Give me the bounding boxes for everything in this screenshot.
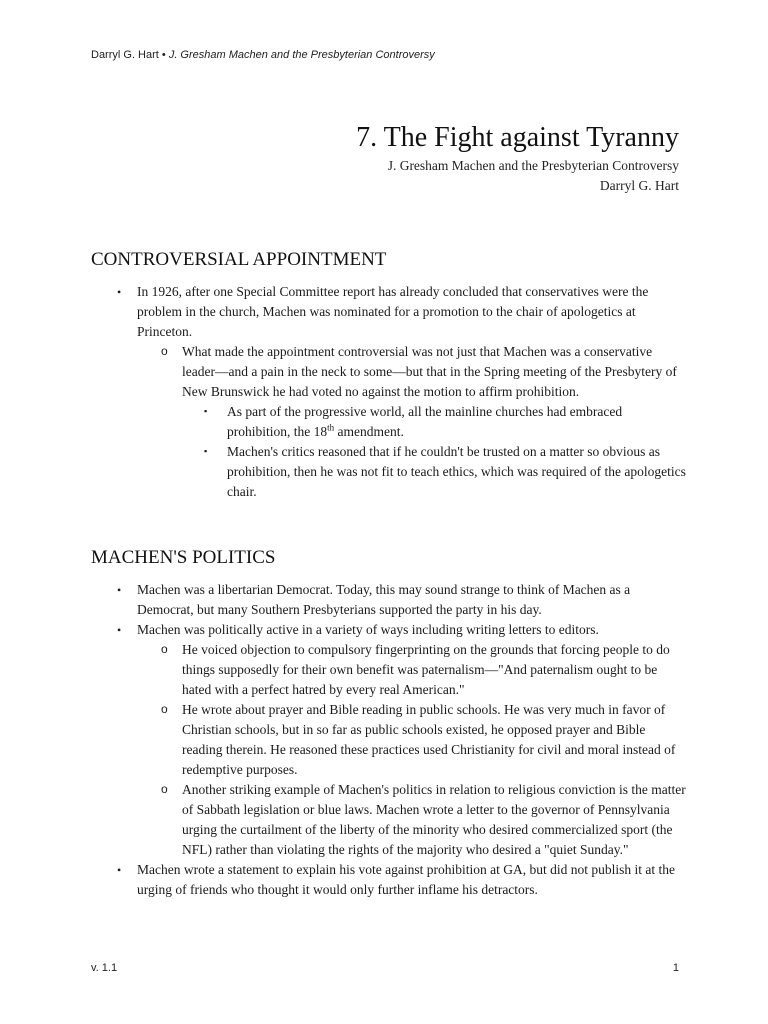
list-item	[91, 620, 686, 640]
bullet-icon: •	[117, 285, 122, 299]
list-item	[91, 700, 686, 780]
section-controversial-appointment	[91, 248, 686, 502]
bullet-list	[91, 580, 686, 900]
list-item-text: Machen wrote a statement to explain his vote against prohibition at GA, but did not publish it at the urging of friends who thought it would only further inflame his detractors.	[137, 862, 676, 897]
list-item-text: Machen was a libertarian Democrat. Today, this may sound strange to think of Machen as a Democrat, but many Southern Presbyterians supported the party in his day.	[137, 582, 631, 617]
circle-bullet-icon: o	[161, 702, 168, 716]
page-subtitle: J. Gresham Machen and the Presbyterian Controversy	[387, 158, 679, 173]
list-item	[91, 282, 686, 342]
section-heading: CONTROVERSIAL APPOINTMENT	[91, 249, 387, 270]
list-item	[91, 640, 686, 700]
list-item-text	[227, 404, 622, 439]
list-item	[91, 442, 686, 502]
list-item-text-part: amendment.	[334, 424, 404, 439]
bullet-icon: •	[117, 623, 122, 637]
square-bullet-icon: ▪	[204, 406, 208, 416]
list-item-text: He wrote about prayer and Bible reading in public schools. He was very much in favor of Christian schools, but in so far as public schools existed, he opposed prayer and Bible reading therein. He reasoned these practices used Christianity for civil and moral instead of redemptive purposes.	[182, 702, 676, 777]
running-header	[91, 49, 435, 61]
header-separator: •	[158, 49, 169, 61]
bullet-list	[91, 282, 686, 502]
list-item	[91, 402, 686, 442]
header-author: Darryl G. Hart	[91, 49, 159, 61]
list-item	[91, 342, 686, 402]
list-item-text: Machen was politically active in a variety of ways including writing letters to editors.	[137, 622, 599, 637]
section-machens-politics	[91, 546, 686, 900]
circle-bullet-icon: o	[161, 642, 168, 656]
footer-version: v. 1.1	[91, 962, 118, 974]
list-item-text-part: As part of the progressive world, all the mainline churches had embraced prohibition, the 18	[227, 404, 623, 439]
page-title: 7. The Fight against Tyranny	[356, 122, 679, 153]
title-block	[356, 120, 679, 196]
bullet-icon: •	[117, 863, 122, 877]
circle-bullet-icon: o	[161, 344, 168, 358]
list-item-text: What made the appointment controversial was not just that Machen was a conservative leader—and a pain in the neck to some—but that in the Spring meeting of the Presbytery of New Brunswick he had voted no against the motion to affirm prohibition.	[182, 344, 677, 399]
page-author: Darryl G. Hart	[599, 178, 679, 193]
circle-bullet-icon: o	[161, 782, 168, 796]
section-heading: MACHEN'S POLITICS	[91, 547, 276, 568]
list-item-text: He voiced objection to compulsory fingerprinting on the grounds that forcing people to do things supposedly for their own benefit was paternalism—"And paternalism ought to be hated with a perfect hatred by every real American."	[182, 642, 670, 697]
bullet-icon: •	[117, 583, 122, 597]
superscript: th	[327, 422, 335, 433]
list-item	[91, 780, 686, 860]
square-bullet-icon: ▪	[204, 446, 208, 456]
list-item-text: In 1926, after one Special Committee report has already concluded that conservatives were the problem in the church, Machen was nominated for a promotion to the chair of apologetics at Princeton.	[137, 284, 649, 339]
list-item	[91, 860, 686, 900]
list-item-text: Machen's critics reasoned that if he couldn't be trusted on a matter so obvious as prohibition, then he was not fit to teach ethics, which was required of the apologetics chair.	[227, 444, 686, 499]
list-item-text: Another striking example of Machen's politics in relation to religious conviction is the matter of Sabbath legislation or blue laws. Machen wrote a letter to the governor of Pennsylvania urging the curtailment of the liberty of the minority who desired commercialized sport (the NFL) rather than violating the rights of the majority who desired a "quiet Sunday."	[182, 782, 686, 857]
list-item	[91, 580, 686, 620]
header-book-title: J. Gresham Machen and the Presbyterian Controversy	[168, 49, 435, 61]
footer-page-number: 1	[672, 962, 679, 974]
